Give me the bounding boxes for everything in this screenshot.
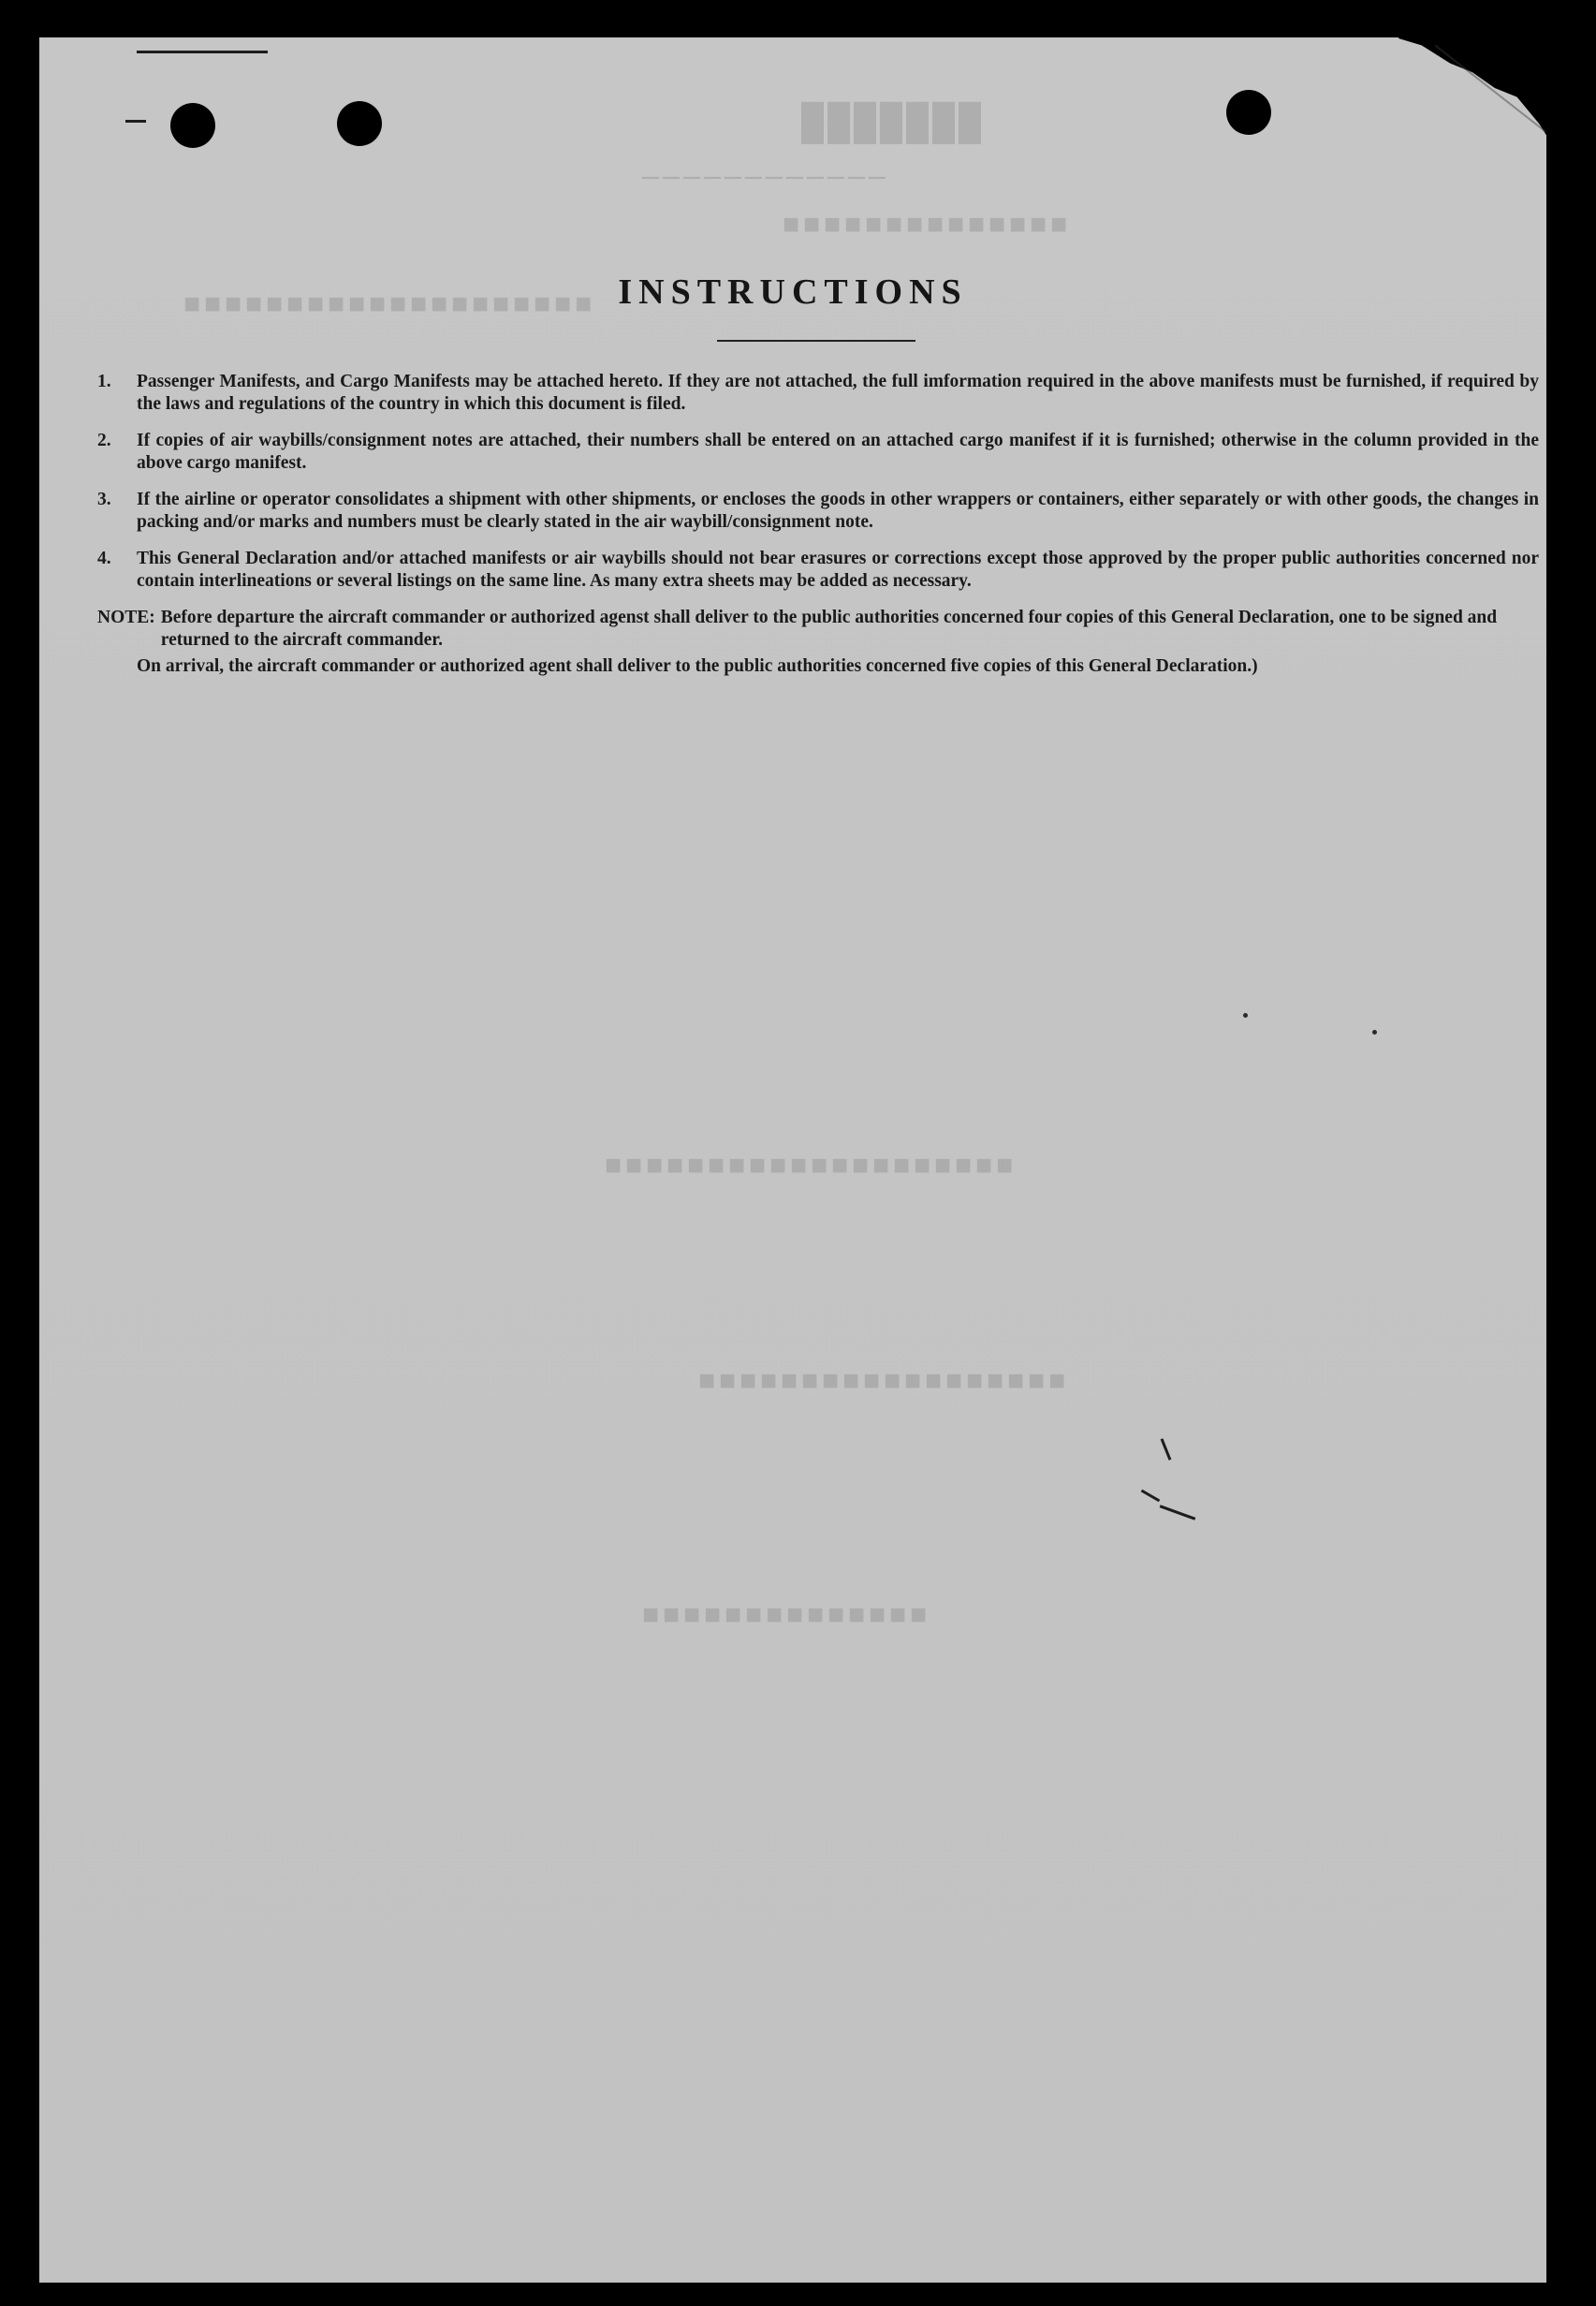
edge-mark (137, 51, 268, 53)
document-page (39, 37, 1546, 2283)
pen-mark (1161, 1438, 1172, 1460)
bleed-through-texture: ■■■■■■■■■■■■■■ (638, 1601, 928, 1633)
item-text: This General Declaration and/or attached manifests or air waybills should not bear erasures or corrections except those approved by the proper public authorities concerned nor contain interlineations or several listings on the same line. As many extra sheets may be added as necessary. (137, 549, 1539, 591)
note-label: NOTE: (97, 608, 155, 627)
bleed-through-texture: ■■■■■■■■■■■■■■■■■■■■ (601, 1152, 1014, 1183)
note-continuation: On arrival, the aircraft commander or authorized agent shall deliver to the public authorities concerned five copies of this General Declaration.) (137, 656, 1258, 676)
note-block (97, 607, 1539, 652)
bleed-through-texture: ■■■■■■■■■■■■■■■■■■ (695, 1367, 1066, 1399)
item-number: 4. (97, 549, 111, 568)
punch-hole-left (170, 103, 215, 148)
item-number: 3. (97, 490, 111, 509)
bleed-through-texture: ──────────── (638, 164, 886, 196)
instructions-title: INSTRUCTIONS (618, 272, 968, 312)
instruction-item (97, 371, 1539, 416)
item-text: If the airline or operator consolidates a shipment with other shipments, or encloses the goods in other wrappers or containers, either separately or with other goods, the changes in packing and/or marks and numbers must be clearly stated in the air waybill/consignment note. (137, 490, 1539, 532)
note-text: Before departure the aircraft commander or authorized agenst shall deliver to the public authorities concerned four copies of this General Declaration, one to be signed and returned to the aircraft commander. (160, 608, 1498, 650)
pen-mark (1141, 1490, 1161, 1503)
punch-hole-right (1226, 90, 1271, 135)
pen-mark (1160, 1505, 1196, 1520)
title-underline (717, 340, 915, 342)
item-number: 1. (97, 372, 111, 391)
instructions-body (97, 371, 1539, 678)
bleed-through-texture: ███████ (798, 103, 982, 145)
item-number: 2. (97, 431, 111, 450)
instruction-item (97, 548, 1539, 593)
edge-mark (125, 120, 146, 123)
punch-hole-center (337, 101, 382, 146)
item-text: If copies of air waybills/consignment notes are attached, their numbers shall be entered on an attached cargo manifest if it is furnished; otherwise in the column provided in the above cargo manifest. (137, 431, 1539, 473)
bleed-through-texture: ■■■■■■■■■■■■■■■■■■■■ (180, 290, 593, 322)
item-text: Passenger Manifests, and Cargo Manifests may be attached hereto. If they are not attached, the full imformation required in the above manifests must be furnished, if required by the laws and regulations of the country in which this document is filed. (137, 372, 1539, 414)
speck (1243, 1013, 1248, 1018)
instruction-item (97, 489, 1539, 534)
instruction-item (97, 430, 1539, 475)
speck (1372, 1030, 1377, 1035)
bleed-through-texture: ■■■■■■■■■■■■■■ (779, 211, 1068, 242)
